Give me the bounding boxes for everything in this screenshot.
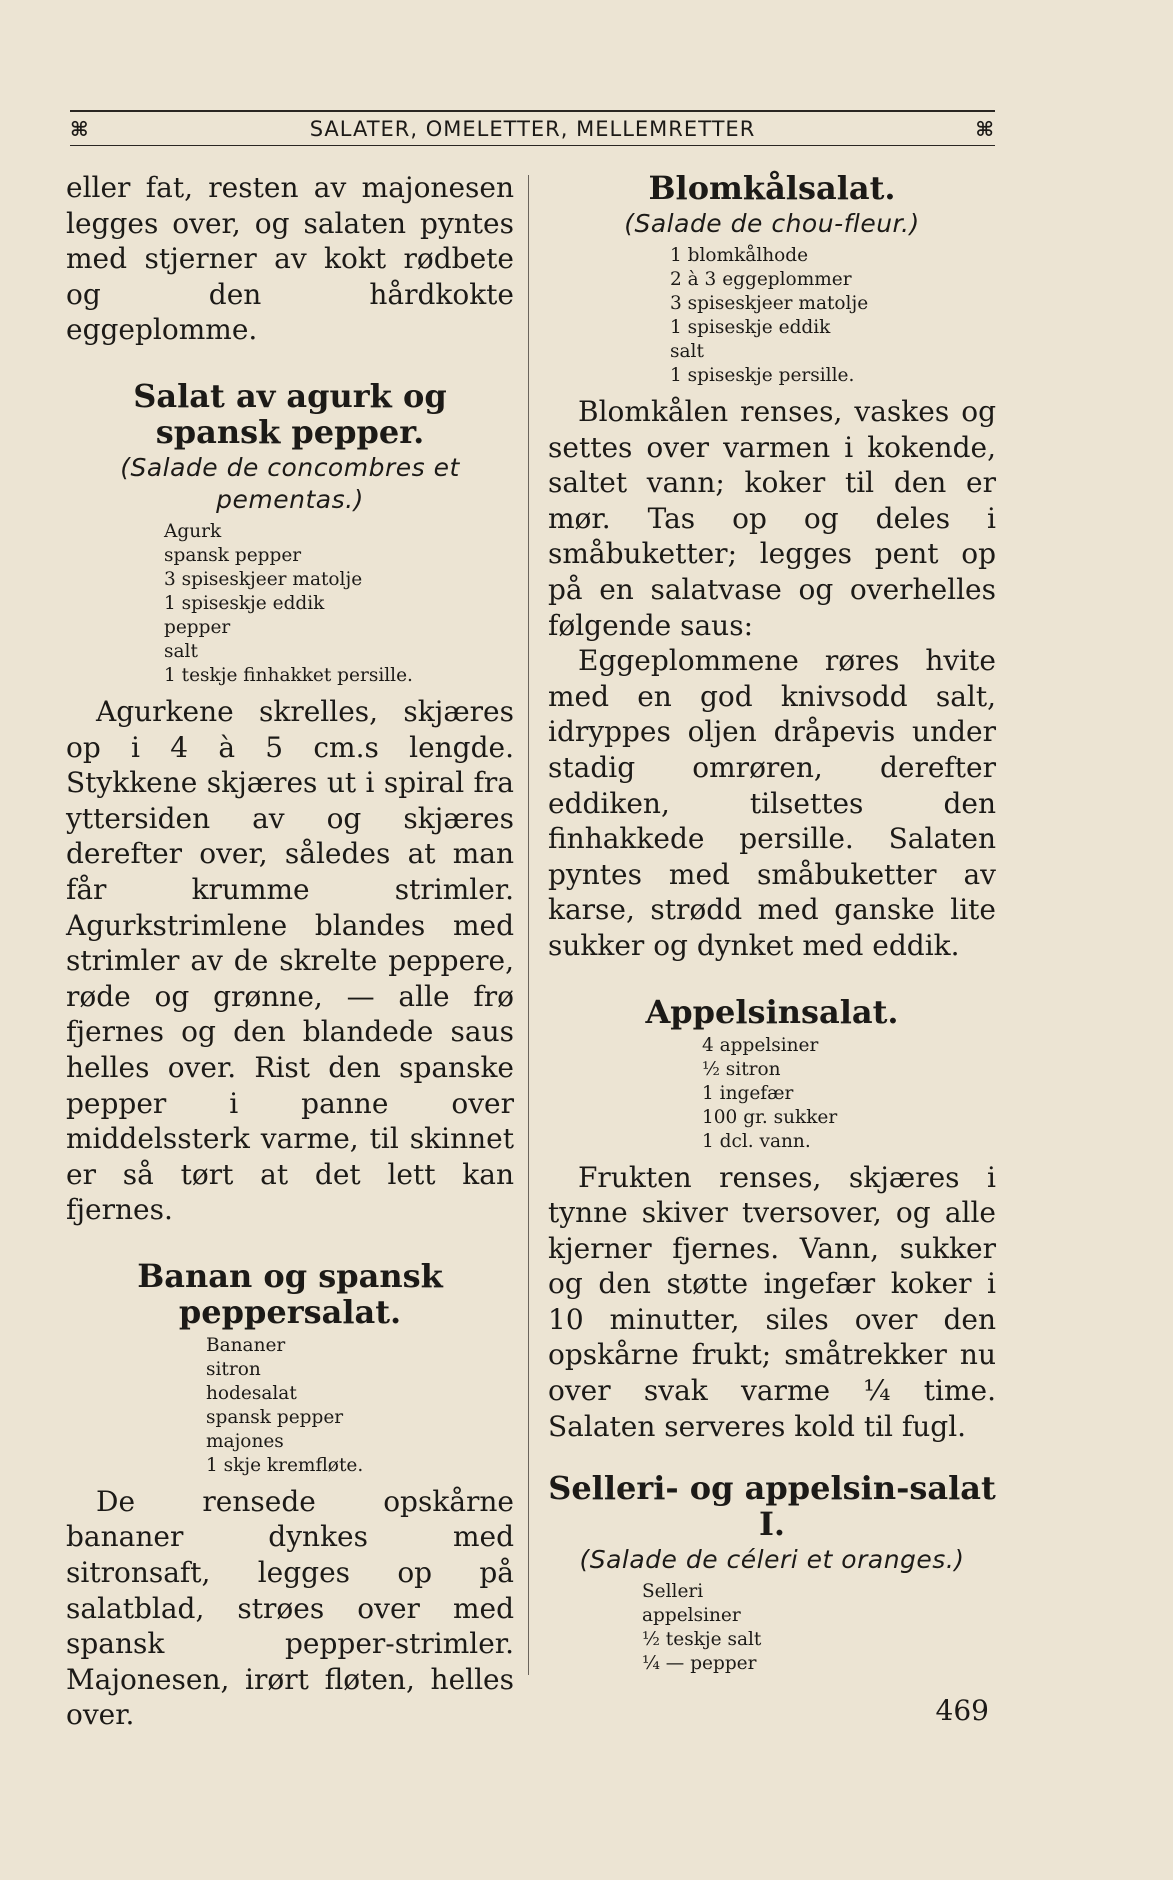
recipe-title-blomkal: Blomkålsalat. <box>648 169 896 207</box>
recipe-subtitle-agurk: (Salade de concombres et pementas.) <box>120 452 460 514</box>
ingredient: pepper <box>164 616 231 638</box>
running-header-title: SALATER, OMELETTER, MELLEMRETTER <box>309 117 756 141</box>
ingredient-list-agurk <box>164 520 514 688</box>
column-divider <box>528 175 529 1675</box>
recipe-text-appelsin: Frukten renses, skjæres i tynne skiver tversover, og alle kjerner fjernes. Vann, sukker og den støtte ingefær koker i 10 minutter, siles over den opskårne frukt; småtrekker nu over svak varme ¼ time. Salaten serveres kold til fugl. <box>548 1160 996 1443</box>
ingredient: 1 spiseskje eddik <box>164 592 325 614</box>
ingredient: Agurk <box>164 520 222 542</box>
ingredient: 3 spiseskjeer matolje <box>164 568 363 590</box>
ingredient: 1 skje kremfløte. <box>206 1454 364 1476</box>
ingredient: Bananer <box>206 1334 286 1356</box>
ingredient: Selleri <box>642 1581 704 1603</box>
ingredient: ½ teskje salt <box>642 1629 762 1651</box>
recipe-text-banan: De rensede opskårne bananer dynkes med sitronsaft, legges op på salatblad, strøes over med spansk pepper-strimler. Majonesen, irørt fløten, helles over. <box>66 1484 514 1732</box>
ingredient-list-banan <box>206 1334 514 1478</box>
ingredient: spansk pepper <box>206 1406 344 1428</box>
ingredient: 100 gr. sukker <box>702 1106 838 1128</box>
ingredient: 1 dcl. vann. <box>702 1130 811 1152</box>
ingredient: 2 à 3 eggeplommer <box>670 269 852 290</box>
ingredient: appelsiner <box>642 1605 741 1627</box>
ingredient: 4 appelsiner <box>702 1034 819 1056</box>
recipe-title-selleri: Selleri- og appelsin-salat I. <box>548 1469 996 1544</box>
right-column <box>548 170 996 1682</box>
ingredient-list-blomkal <box>670 244 996 388</box>
ingredient: 3 spiseskjeer matolje <box>670 293 869 314</box>
ingredient: ¼ — pepper <box>642 1653 757 1675</box>
ingredient: 1 ingefær <box>702 1082 794 1104</box>
ingredient: 1 spiseskje eddik <box>670 317 831 338</box>
ingredient: ½ sitron <box>702 1058 781 1080</box>
ingredient: 1 spiseskje persille. <box>670 365 855 386</box>
ingredient: 1 blomkålhode <box>670 245 809 266</box>
header-bottom-rule <box>70 145 995 146</box>
ingredient: sitron <box>206 1358 261 1380</box>
ingredient-list-appelsin <box>702 1034 996 1154</box>
ingredient: hodesalat <box>206 1382 297 1404</box>
running-header <box>70 114 995 144</box>
left-column <box>66 170 514 1733</box>
ornament-left-icon: ⌘ <box>70 117 90 141</box>
recipe-subtitle-blomkal: (Salade de chou-fleur.) <box>624 209 920 238</box>
header-top-rule <box>70 110 995 112</box>
ingredient: majones <box>206 1430 284 1452</box>
ingredient: salt <box>164 640 198 662</box>
ornament-right-icon: ⌘ <box>975 117 995 141</box>
ingredient: salt <box>670 341 704 362</box>
ingredient: spansk pepper <box>164 544 302 566</box>
ingredient: 1 teskje finhakket persille. <box>164 664 413 686</box>
recipe-title-banan: Banan og spansk peppersalat. <box>137 1256 443 1331</box>
recipe-text-agurk: Agurkene skrelles, skjæres op i 4 à 5 cm.s lengde. Stykkene skjæres ut i spiral fra yttersiden av og skjæres derefter over, således at man får krumme strimler. Agurkstrimlene blandes med strimler av de skrelte peppere, røde og grønne, — alle frø fjernes og den blandede saus helles over. Rist den spanske pepper i panne over middelssterk varme, til skinnet er så tørt at det lett kan fjernes. <box>66 694 514 1227</box>
recipe-text-blomkal-2: Eggeplommene røres hvite med en god knivsodd salt, idryppes oljen dråpevis under stadig omrøren, derefter eddiken, tilsettes den finhakkede persille. Salaten pyntes med småbuketter av karse, strødd med ganske lite sukker og dynket med eddik. <box>548 644 996 962</box>
recipe-subtitle-selleri: (Salade de céleri et oranges.) <box>579 1545 965 1575</box>
page-number: 469 <box>935 1694 989 1727</box>
recipe-title-agurk: Salat av agurk og spansk pepper. <box>133 376 447 451</box>
intro-paragraph: eller fat, resten av majonesen legges over, og salaten pyntes med stjerner av kokt rødbete og den hårdkokte eggeplomme. <box>66 171 514 347</box>
recipe-title-appelsin: Appelsinsalat. <box>645 992 899 1031</box>
recipe-text-blomkal-1: Blomkålen renses, vaskes og settes over varmen i kokende, saltet vann; koker til den er mør. Tas op og deles i småbuketter; legges pent op på en salatvase og overhelles følgende saus: <box>548 395 996 642</box>
ingredient-list-selleri <box>642 1580 996 1676</box>
